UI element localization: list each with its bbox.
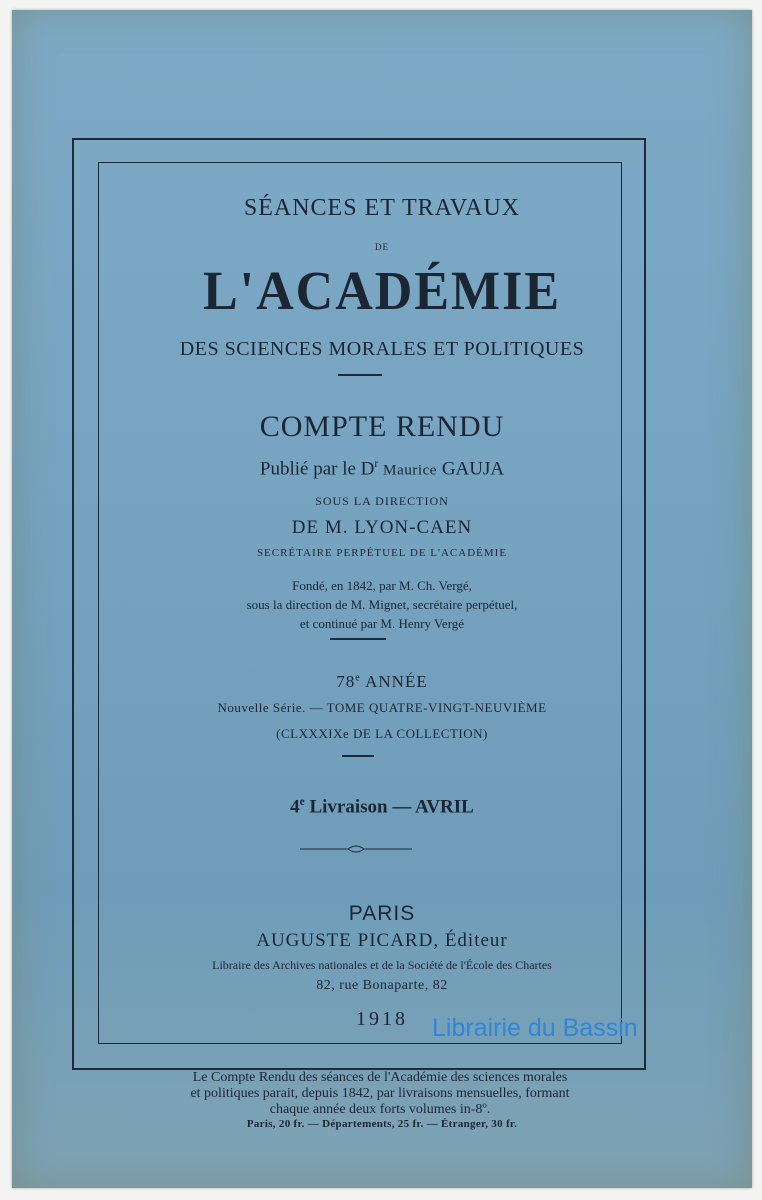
collection-line: (CLXXXIXe DE LA COLLECTION) (276, 726, 488, 741)
livraison-sup: e (299, 796, 305, 808)
subscription-prices: Paris, 20 fr. — Départements, 25 fr. — Étranger, 30 fr. (246, 1118, 518, 1130)
subtitle: DES SCIENCES MORALES ET POLITIQUES (179, 338, 585, 360)
divider-rule (338, 374, 382, 376)
annee-line (12, 672, 752, 692)
bookseller-watermark: Librairie du Bassin (432, 1014, 638, 1042)
foundation-line-1: Fondé, en 1842, par M. Ch. Vergé, (292, 578, 472, 593)
director-name: DE M. LYON-CAEN (291, 517, 473, 538)
footer-note-line-1: Le Compte Rendu des séances de l'Académie des sciences morales (192, 1070, 568, 1085)
foundation-text (12, 576, 752, 633)
publisher-address: 82, rue Bonaparte, 82 (316, 978, 448, 993)
livraison-text: Livraison — AVRIL (309, 796, 474, 818)
footer-note-line-3: chaque année deux forts volumes in-8º. (269, 1102, 491, 1117)
livraison-line (12, 796, 752, 818)
livraison-number: 4 (290, 796, 300, 818)
main-title: L'ACADÉMIE (202, 261, 562, 322)
publisher-editor-line (12, 458, 752, 480)
foundation-line-3: et continué par M. Henry Vergé (299, 616, 465, 631)
editor-first-name: Maurice (382, 461, 438, 479)
divider-rule (330, 638, 386, 640)
annee-label: ANNÉE (365, 672, 428, 691)
book-cover (12, 10, 752, 1188)
foundation-line-2: sous la direction de M. Mignet, secrétaire perpétuel, (246, 597, 518, 612)
publisher-description: Libraire des Archives nationales et de la Société de l'École des Chartes (212, 958, 552, 972)
ornament-rule-icon (298, 843, 414, 855)
publication-year: 1918 (356, 1008, 408, 1030)
annee-sup: e (355, 672, 361, 684)
publie-prefix: Publié par le D (259, 458, 375, 480)
publie-sup: r (374, 458, 379, 470)
title-de: DE (375, 242, 389, 252)
editor-last-name: GAUJA (441, 458, 505, 480)
serie-line: Nouvelle Série. — TOME QUATRE-VINGT-NEUVIÈME (217, 700, 547, 715)
publisher-name: AUGUSTE PICARD, Éditeur (256, 930, 508, 951)
compte-rendu-heading: COMPTE RENDU (259, 410, 505, 443)
publisher-city: PARIS (348, 902, 416, 925)
title-top: SÉANCES ET TRAVAUX (243, 195, 521, 221)
sous-la-direction: SOUS LA DIRECTION (315, 494, 449, 508)
director-title: SECRÉTAIRE PERPÉTUEL DE L'ACADÉMIE (256, 547, 508, 559)
divider-rule (342, 755, 374, 757)
annee-number: 78 (336, 672, 356, 691)
footer-note (120, 1070, 640, 1118)
footer-note-line-2: et politiques parait, depuis 1842, par livraisons mensuelles, formant (190, 1086, 570, 1101)
